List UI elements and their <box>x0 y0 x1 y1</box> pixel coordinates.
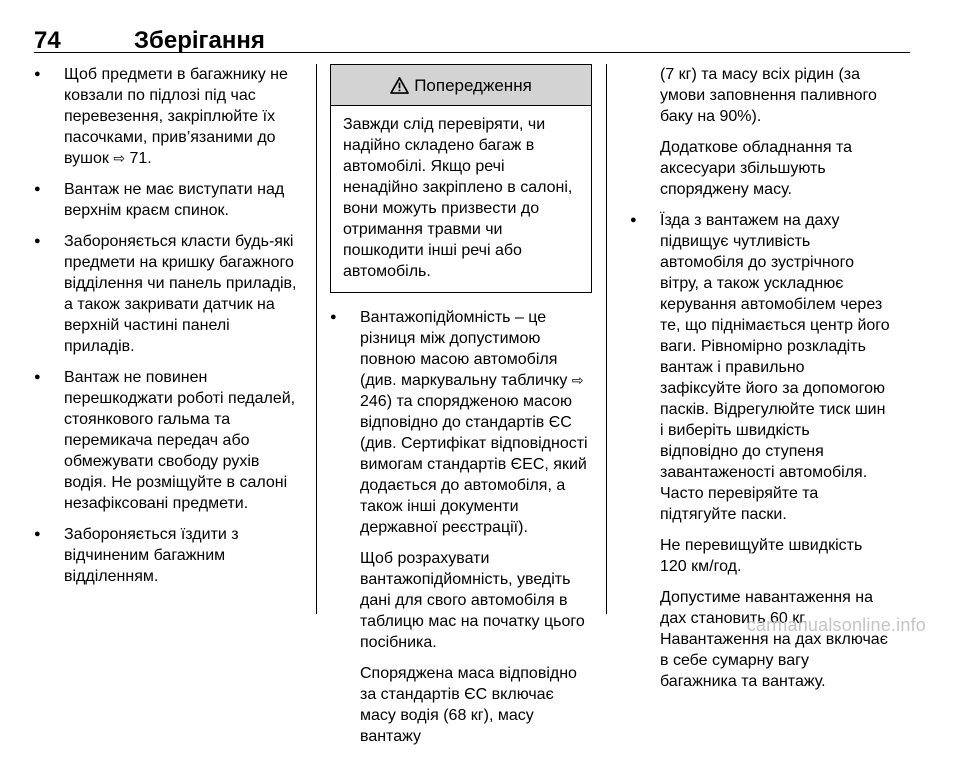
column-divider-2 <box>606 64 607 614</box>
watermark: carmanualsonline.info <box>746 615 926 635</box>
warning-header <box>331 65 591 106</box>
paragraph: Не перевищуйте швидкість 120 км/год. <box>660 537 863 575</box>
paragraph: Додаткове обладнання та аксесуари збільшують споряджену масу. <box>660 139 852 198</box>
warning-text: Завжди слід перевіряти, чи надійно складено багаж в автомобілі. Якщо речі ненадійно закріплено в салоні, вони можуть призвести до отримання травми чи пошкодити інші речі або автомобіль. <box>343 116 573 280</box>
paragraph: (7 кг) та масу всіх рідин (за умови заповнення паливного баку на 90%). <box>660 66 877 125</box>
paragraph: Споряджена маса відповідно за стандартів ЄС включає масу водія (68 кг), масу вантажу <box>360 665 577 745</box>
list-item: ● Щоб предмети в багажнику не ковзали по підлозі під час перевезення, закріплюйте їх пасочками, прив’язаними до вушок ⇨ 71. <box>34 64 304 169</box>
arrow-right-icon[interactable]: ⇨ <box>113 150 126 166</box>
column-1 <box>34 64 304 597</box>
list-item: ● Вантаж не повинен перешкоджати роботі педалей, стоянкового гальма та перемикача передач або обмежувати свободу рухів водія. Не розміщуйте в салоні незафіксовані предмети. <box>34 367 304 514</box>
list-item: ● Вантажопідйомність – це різниця між допустимою повною масою автомобіля (див. маркувальну табличку ⇨ 246) та спорядженою масою відповідно до стандартів ЄС (див. Сертифікат відповідності вимогам стандартів ЄЕС, який додається до автомобіля, а також інші документи державної реєстрації). <box>330 307 592 538</box>
column-divider-1 <box>316 64 317 614</box>
arrow-right-icon[interactable]: ⇨ <box>571 372 584 388</box>
warning-title: Попередження <box>414 75 532 95</box>
column-2 <box>330 64 592 757</box>
paragraph: Щоб розрахувати вантажопідйомність, уведіть дані для свого автомобіля в таблицю мас на початку цього посібника. <box>360 550 585 651</box>
column-3 <box>630 64 890 702</box>
paragraph: Допустиме навантаження на дах становить 60 кг. Навантаження на дах включає в себе сумарну вагу багажника та вантажу. <box>660 589 888 690</box>
list-item: ● Забороняється класти будь-які предмети на кришку багажного відділення чи панель приладів, а також закривати датчик на верхній частині панелі приладів. <box>34 231 304 357</box>
warning-triangle-icon <box>390 77 409 94</box>
section-title: Зберігання <box>134 27 265 54</box>
list-item: ● Вантаж не має виступати над верхнім краєм спинок. <box>34 179 304 221</box>
list-item: ● Їзда з вантажем на даху підвищує чутливість автомобіля до зустрічного вітру, а також ускладнює керування автомобілем через те, що піднімається центр його ваги. Рівномірно розкладіть вантаж і правильно зафіксуйте його за допомогою пасків. Відрегулюйте тиск шин і виберіть швидкість відповідно до ступеня завантаженості автомобіля. Часто перевіряйте та підтягуйте паски. <box>630 210 890 525</box>
list-item: ● Забороняється їздити з відчиненим багажним відділенням. <box>34 524 304 587</box>
warning-box <box>330 64 592 293</box>
page-number: 74 <box>34 27 61 54</box>
header-divider <box>34 52 910 53</box>
